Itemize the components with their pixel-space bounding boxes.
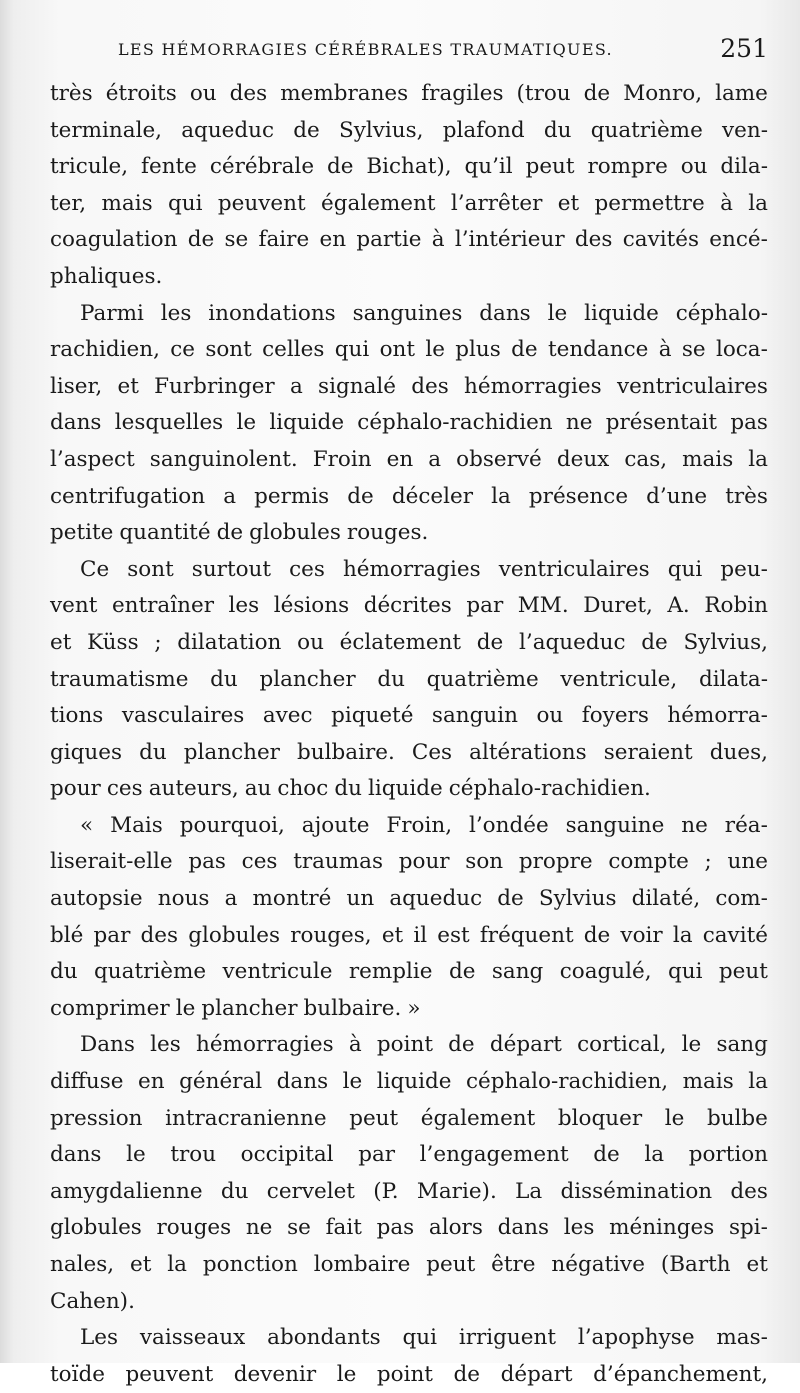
text-line: « Mais pourquoi, ajoute Froin, l’ondée sanguine ne réa- [80,812,768,838]
text-line: comprimer le plancher bulbaire. » [50,995,421,1021]
text-line: terminale, aqueduc de Sylvius, plafond du quatrième ven- [50,117,768,143]
text-line: autopsie nous a montré un aqueduc de Sylvius dilaté, com- [50,886,768,912]
text-line: Ce sont surtout ces hémorragies ventriculaires qui peu- [80,556,768,582]
body-text [50,76,768,1393]
text-line: et Küss ; dilatation ou éclatement de l’aqueduc de Sylvius, [50,629,768,655]
running-head: LES HÉMORRAGIES CÉRÉBRALES TRAUMATIQUES. [118,40,613,59]
text-line: très étroits ou des membranes fragiles (trou de Monro, lame [50,81,768,106]
text-line: traumatisme du plancher du quatrième ventricule, dilata- [50,666,768,692]
text-line: liser, et Furbringer a signalé des hémorragies ventriculaires [50,373,768,399]
text-line: l’aspect sanguinolent. Froin en a observé deux cas, mais la [50,446,768,472]
text-line: Les vaisseaux abondants qui irriguent l’apophyse mas- [80,1325,768,1351]
text-line: liserait-elle pas ces traumas pour son propre compte ; une [50,849,768,875]
page-number: 251 [720,34,768,63]
text-line: dans le trou occipital par l’engagement de la portion [50,1142,768,1168]
text-line: du quatrième ventricule remplie de sang coagulé, qui peut [50,959,768,985]
text-line: pression intracranienne peut également bloquer le bulbe [50,1105,768,1131]
text-line: tricule, fente cérébrale de Bichat), qu’il peut rompre ou dila- [50,154,768,180]
text-line: vent entraîner les lésions décrites par MM. Duret, A. Robin [50,593,768,619]
text-line: pour ces auteurs, au choc du liquide céphalo-rachidien. [50,776,651,802]
text-line: diffuse en général dans le liquide céphalo-rachidien, mais la [50,1069,768,1095]
text-line: toïde peuvent devenir le point de départ d’épanchement, [50,1361,768,1387]
text-line: amygdalienne du cervelet (P. Marie). La dissémination des [50,1178,768,1204]
page-header [118,34,768,70]
text-line: petite quantité de globules rouges. [50,520,429,546]
text-line: dans lesquelles le liquide céphalo-rachidien ne présentait pas [50,410,768,436]
text-line: Parmi les inondations sanguines dans le liquide céphalo- [80,300,768,326]
text-line: phaliques. [50,263,163,289]
text-line: blé par des globules rouges, et il est fréquent de voir la cavité [50,922,768,948]
text-line: Cahen). [50,1288,135,1314]
text-line: Dans les hémorragies à point de départ cortical, le sang [80,1032,768,1058]
text-line: tions vasculaires avec piqueté sanguin ou foyers hémorra- [50,703,768,729]
text-line: rachidien, ce sont celles qui ont le plus de tendance à se loca- [50,337,768,363]
text-line: ter, mais qui peuvent également l’arrêter et permettre à la [50,190,768,216]
text-line: coagulation de se faire en partie à l’intérieur des cavités encé- [50,227,768,253]
text-line: nales, et la ponction lombaire peut être négative (Barth et [50,1252,768,1277]
text-line: centrifugation a permis de déceler la présence d’une très [50,483,768,509]
text-line: giques du plancher bulbaire. Ces altérations seraient dues, [50,739,768,765]
text-line: globules rouges ne se fait pas alors dans les méninges spi- [50,1215,768,1241]
